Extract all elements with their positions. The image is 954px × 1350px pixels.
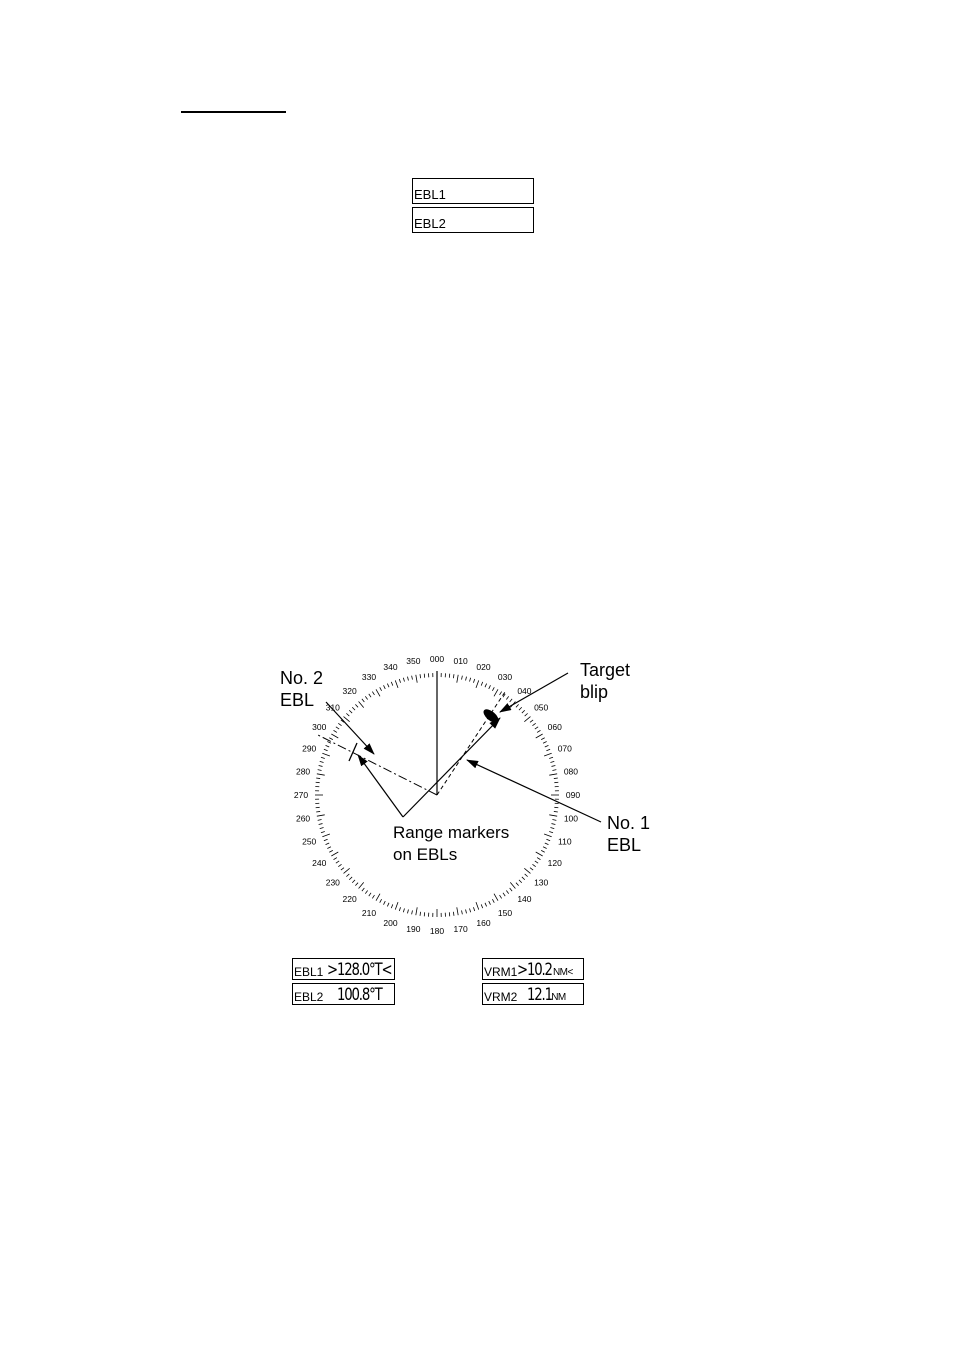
bearing-tick (334, 858, 337, 860)
bearing-label: 190 (406, 923, 421, 934)
bearing-tick (344, 717, 350, 722)
bearing-tick (552, 770, 556, 771)
bearing-tick (349, 710, 352, 713)
bearing-tick (359, 882, 364, 888)
bearing-tick (316, 778, 320, 779)
bearing-tick (318, 820, 322, 821)
bearing-label: 140 (517, 894, 532, 905)
bearing-tick (324, 839, 328, 841)
bearing-label: 250 (302, 836, 317, 847)
bearing-label: 180 (429, 926, 445, 936)
bearing-tick (530, 868, 533, 870)
bearing-tick (519, 880, 522, 883)
arrow-no2-ebl (326, 702, 374, 754)
bearing-tick (500, 895, 502, 898)
bearing-tick (522, 710, 525, 713)
bearing-tick (550, 828, 554, 829)
bearing-tick (412, 910, 413, 914)
bearing-tick (462, 676, 463, 680)
vrm1-readout-label: VRM1 (484, 965, 518, 979)
bearing-label: 290 (302, 743, 317, 754)
bearing-tick (346, 874, 349, 877)
bearing-tick (543, 847, 547, 849)
ebl2-readout[interactable] (292, 983, 395, 1005)
bearing-label: 150 (497, 907, 513, 918)
bearing-tick (549, 757, 553, 758)
bearing-label: 100 (563, 813, 579, 824)
ebl1-readout-value: >128.0°T< (327, 960, 392, 980)
bearing-tick (522, 877, 525, 880)
bearing-tick (544, 753, 552, 756)
bearing-tick (324, 749, 328, 751)
bearing-tick (525, 713, 528, 716)
bearing-label: 300 (312, 722, 327, 732)
bearing-label: 130 (534, 877, 549, 888)
bearing-tick (316, 811, 320, 812)
bearing-tick (320, 828, 324, 829)
bearing-label: 320 (342, 685, 357, 696)
bearing-tick (550, 761, 554, 762)
bearing-tick (516, 704, 519, 707)
bearing-tick (500, 692, 502, 695)
bearing-tick (384, 685, 386, 689)
bearing-tick (532, 864, 535, 866)
bearing-label: 070 (557, 743, 572, 754)
vrm1-readout-value: >10.2 (517, 960, 553, 980)
vrm1-readout-unit: NM< (552, 967, 573, 978)
bearing-tick (494, 894, 498, 901)
bearing-tick (524, 717, 530, 722)
bearing-tick (320, 761, 324, 762)
bearing-tick (541, 850, 545, 852)
bearing-tick (549, 815, 557, 816)
bearing-tick (543, 742, 547, 744)
bearing-tick (341, 868, 344, 870)
bearing-tick (473, 679, 474, 683)
bearing-tick (545, 745, 549, 747)
callout-range-line2: on EBLs (393, 845, 458, 864)
bearing-label: 050 (534, 702, 549, 713)
bearing-tick (352, 707, 355, 710)
bearing-tick (541, 738, 545, 740)
bearing-tick (476, 902, 479, 910)
bearing-tick (380, 687, 382, 691)
bearing-tick (321, 831, 325, 832)
bearing-tick (359, 702, 364, 708)
callout-target-blip (580, 659, 630, 703)
ebl1-readout[interactable] (292, 958, 395, 980)
callout-range-markers (393, 822, 509, 866)
bearing-tick (466, 909, 467, 913)
bearing-tick (362, 699, 364, 702)
bearing-tick (510, 888, 512, 891)
bearing-label: 200 (383, 917, 398, 928)
bearing-tick (407, 909, 408, 913)
bearing-tick (466, 677, 467, 681)
bearing-tick (372, 692, 374, 695)
bearing-tick (336, 861, 339, 863)
bearing-tick (549, 774, 557, 775)
bearing-tick (489, 901, 491, 905)
bearing-tick (535, 861, 538, 863)
bearing-tick (485, 684, 487, 688)
bearing-tick (492, 899, 494, 903)
bearing-label: 000 (429, 654, 445, 664)
callout-no1-ebl-line2: EBL (607, 835, 642, 855)
menu-item-ebl1-label: EBL1 (414, 187, 446, 202)
bearing-tick (387, 684, 389, 688)
bearing-tick (338, 723, 341, 725)
bearing-tick (554, 811, 558, 812)
bearing-tick (319, 765, 323, 766)
bearing-tick (503, 893, 505, 896)
bearing-tick (551, 824, 555, 825)
bearing-label: 260 (295, 813, 311, 824)
bearing-tick (516, 883, 519, 886)
vrm2-readout-unit: NM (551, 992, 566, 1003)
bearing-tick (321, 757, 325, 758)
bearing-tick (334, 730, 337, 732)
bearing-label: 120 (547, 858, 562, 868)
bearing-tick (355, 704, 358, 707)
bearing-tick (403, 678, 404, 682)
bearing-tick (473, 907, 474, 911)
bearing-tick (387, 903, 389, 907)
bearing-tick (524, 868, 530, 873)
bearing-label: 310 (325, 702, 340, 713)
bearing-label: 240 (312, 858, 327, 868)
bearing-tick (326, 843, 330, 845)
bearing-tick (399, 907, 400, 911)
vrm2-readout[interactable] (482, 983, 584, 1005)
bearing-tick (322, 834, 330, 837)
bearing-tick (481, 682, 483, 686)
bearing-tick (365, 890, 367, 893)
ebl1-readout-label: EBL1 (294, 965, 324, 979)
bearing-tick (510, 882, 515, 888)
bearing-tick (372, 895, 374, 898)
bearing-label: 160 (476, 917, 491, 928)
ebl2-line (318, 735, 437, 795)
bearing-tick (536, 852, 543, 856)
bearing-label: 350 (406, 656, 421, 667)
bearing-tick (549, 831, 553, 832)
bearing-tick (416, 675, 417, 683)
bearing-label: 170 (453, 923, 468, 934)
callout-no1-ebl (607, 812, 650, 856)
arrow-no1-ebl (467, 760, 601, 822)
bearing-tick (457, 907, 458, 915)
bearing-tick (510, 699, 512, 702)
bearing-label: 210 (361, 907, 377, 918)
bearing-tick (551, 765, 555, 766)
bearing-tick (318, 770, 322, 771)
bearing-tick (532, 723, 535, 725)
callout-range-line1: Range markers (393, 823, 510, 842)
bearing-tick (492, 687, 494, 691)
callout-no2-ebl-line2: EBL (280, 690, 315, 710)
bearing-tick (489, 685, 491, 689)
bearing-tick (326, 745, 330, 747)
bearing-label: 030 (497, 672, 513, 683)
bearing-tick (329, 850, 333, 852)
target-blip (481, 707, 501, 725)
bearing-label: 110 (558, 836, 572, 847)
callout-target-line2: blip (580, 682, 609, 702)
bearing-label: 080 (563, 766, 579, 777)
bearing-tick (453, 912, 454, 916)
bearing-tick (416, 907, 417, 915)
bearing-tick (519, 707, 522, 710)
callout-no2-ebl-line1: No. 2 (280, 668, 324, 688)
bearing-label: 040 (517, 685, 532, 696)
bearing-tick (485, 903, 487, 907)
bearing-tick (327, 847, 331, 849)
vrm1-readout[interactable] (482, 958, 584, 980)
callout-target-line1: Target (580, 660, 631, 680)
callout-no1-ebl-line1: No. 1 (607, 813, 651, 833)
bearing-tick (535, 727, 538, 729)
bearing-tick (369, 694, 371, 697)
bearing-tick (544, 834, 552, 837)
bearing-label: 330 (361, 672, 377, 683)
bearing-tick (331, 734, 338, 738)
bearing-tick (552, 820, 556, 821)
bearing-tick (546, 839, 550, 841)
ebl2-range-marker (349, 743, 357, 761)
bearing-tick (331, 852, 338, 856)
bearing-tick (322, 753, 330, 756)
bearing-tick (346, 713, 349, 716)
bearing-label: 090 (565, 790, 581, 800)
bearing-tick (317, 815, 325, 816)
bearing-tick (457, 675, 458, 683)
vrm2-readout-value: 12.1 (527, 985, 553, 1005)
bearing-tick (355, 883, 358, 886)
menu-item-ebl2-label: EBL2 (414, 216, 446, 231)
bearing-tick (344, 868, 350, 873)
bearing-tick (399, 679, 400, 683)
bearing-label: 060 (547, 722, 562, 732)
bearing-tick (470, 678, 471, 682)
bearing-label: 280 (295, 766, 311, 777)
bearing-tick (537, 858, 540, 860)
bearing-tick (462, 910, 463, 914)
bearing-tick (420, 912, 421, 916)
bearing-tick (369, 893, 371, 896)
vrm2-readout-label: VRM2 (484, 990, 518, 1004)
bearing-tick (391, 904, 393, 908)
bearing-tick (376, 894, 380, 901)
bearing-tick (546, 749, 550, 751)
bearing-label: 020 (476, 662, 491, 673)
bearing-label: 010 (453, 656, 468, 667)
bearing-tick (376, 689, 380, 696)
bearing-label: 230 (325, 877, 340, 888)
bearing-tick (391, 682, 393, 686)
bearing-tick (338, 864, 341, 866)
bearing-tick (384, 901, 386, 905)
bearing-tick (545, 843, 549, 845)
bearing-tick (317, 774, 325, 775)
bearing-tick (336, 727, 339, 729)
bearing-tick (494, 689, 498, 696)
bearing-tick (506, 890, 508, 893)
bearing-label: 340 (383, 662, 398, 673)
bearing-tick (453, 674, 454, 678)
bearing-tick (554, 778, 558, 779)
bearing-tick (506, 696, 508, 699)
bearing-tick (407, 677, 408, 681)
bearing-tick (476, 680, 479, 688)
bearing-tick (365, 696, 367, 699)
bearing-label: 220 (342, 894, 357, 905)
bearing-tick (329, 738, 333, 740)
bearing-tick (536, 734, 543, 738)
bearing-tick (525, 874, 528, 877)
bearing-tick (537, 730, 540, 732)
bearing-label: 270 (293, 790, 309, 800)
arrow-range-marker-ebl1 (403, 718, 500, 817)
bearing-tick (395, 680, 398, 688)
bearing-tick (352, 880, 355, 883)
bearing-tick (395, 902, 398, 910)
callout-no2-ebl (280, 667, 323, 711)
bearing-tick (349, 877, 352, 880)
bearing-tick (362, 888, 364, 891)
ebl1-line (437, 692, 505, 795)
ebl2-readout-label: EBL2 (294, 990, 324, 1004)
bearing-tick (420, 674, 421, 678)
bearing-tick (319, 824, 323, 825)
bearing-tick (481, 904, 483, 908)
arrow-range-marker-ebl2 (358, 755, 403, 817)
bearing-tick (380, 899, 382, 903)
ebl2-readout-value: 100.8°T (337, 985, 382, 1005)
bearing-tick (412, 676, 413, 680)
bearing-tick (530, 720, 533, 722)
bearing-tick (470, 908, 471, 912)
bearing-tick (403, 908, 404, 912)
